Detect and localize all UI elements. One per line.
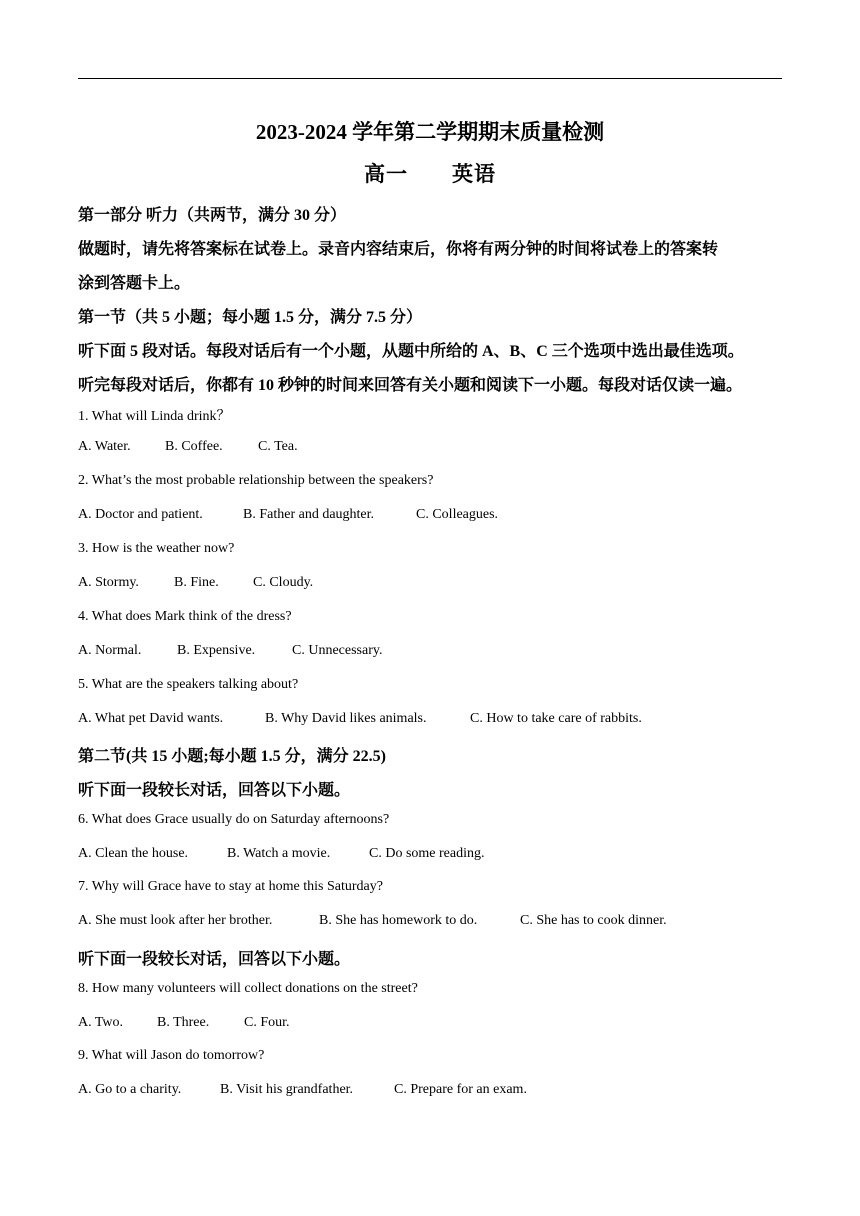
question-5: 5. What are the speakers talking about? — [78, 677, 299, 692]
part1-instructions-2: 涂到答题卡上。 — [78, 275, 191, 292]
question-9-options — [78, 1082, 527, 1098]
option-c: C. Do some reading. — [369, 846, 485, 861]
option-b: B. Visit his grandfather. — [220, 1082, 354, 1097]
question-4-options — [78, 643, 382, 659]
option-c: C. Cloudy. — [253, 575, 314, 590]
option-a: A. Go to a charity. — [78, 1082, 182, 1097]
option-b: B. Why David likes animals. — [265, 711, 427, 726]
section1-instructions-2: 听完每段对话后，你都有 10 秒钟的时间来回答有关小题和阅读下一小题。每段对话仅读一遍。 — [78, 377, 743, 394]
exam-title: 2023-2024 学年第二学期期末质量检测 — [255, 120, 605, 144]
dialog-intro-1: 听下面一段较长对话，回答以下小题。 — [78, 782, 351, 799]
section1-heading: 第一节（共 5 小题；每小题 1.5 分，满分 7.5 分） — [78, 309, 423, 326]
question-6: 6. What does Grace usually do on Saturday afternoons? — [78, 812, 390, 827]
option-a: A. Two. — [78, 1015, 124, 1030]
question-5-options — [78, 711, 642, 727]
option-a: A. Clean the house. — [78, 846, 189, 861]
option-c: C. Four. — [244, 1015, 290, 1030]
option-a: A. Stormy. — [78, 575, 139, 590]
question-1: 1. What will Linda drink？ — [78, 409, 231, 424]
question-7-options — [78, 913, 667, 929]
question-3: 3. How is the weather now? — [78, 541, 235, 556]
option-b: B. Three. — [157, 1015, 210, 1030]
option-a: A. Doctor and patient. — [78, 507, 203, 522]
dialog-intro-2: 听下面一段较长对话，回答以下小题。 — [78, 951, 351, 968]
question-9: 9. What will Jason do tomorrow? — [78, 1048, 265, 1063]
question-7: 7. Why will Grace have to stay at home this Saturday? — [78, 879, 383, 894]
part1-instructions-1: 做题时，请先将答案标在试卷上。录音内容结束后，你将有两分钟的时间将试卷上的答案转 — [78, 241, 719, 258]
question-2-options — [78, 507, 498, 523]
option-b: B. She has homework to do. — [319, 913, 478, 928]
section2-heading: 第二节(共 15 小题;每小题 1.5 分，满分 22.5) — [78, 748, 386, 765]
part1-heading: 第一部分 听力（共两节，满分 30 分） — [78, 207, 347, 224]
option-c: C. Unnecessary. — [292, 643, 383, 658]
question-8: 8. How many volunteers will collect donations on the street? — [78, 981, 418, 996]
question-4: 4. What does Mark think of the dress? — [78, 609, 292, 624]
question-8-options — [78, 1015, 290, 1031]
option-b: B. Father and daughter. — [243, 507, 375, 522]
option-c: C. Colleagues. — [416, 507, 499, 522]
section1-instructions-1: 听下面 5 段对话。每段对话后有一个小题，从题中所给的 A、B、C 三个选项中选出最佳选项。 — [78, 343, 744, 360]
option-b: B. Fine. — [174, 575, 219, 590]
header-rule — [78, 78, 782, 79]
exam-subtitle: 高一 英语 — [364, 162, 496, 186]
question-6-options — [78, 846, 484, 862]
option-c: C. Prepare for an exam. — [394, 1082, 527, 1097]
option-b: B. Watch a movie. — [227, 846, 331, 861]
option-a: A. What pet David wants. — [78, 711, 224, 726]
question-1-options — [78, 439, 298, 455]
option-c: C. She has to cook dinner. — [520, 913, 667, 928]
option-c: C. Tea. — [258, 439, 298, 454]
option-b: B. Coffee. — [165, 439, 223, 454]
option-b: B. Expensive. — [177, 643, 256, 658]
option-a: A. Water. — [78, 439, 131, 454]
option-a: A. She must look after her brother. — [78, 913, 273, 928]
question-3-options — [78, 575, 313, 591]
option-a: A. Normal. — [78, 643, 142, 658]
question-2: 2. What’s the most probable relationship between the speakers? — [78, 473, 434, 488]
option-c: C. How to take care of rabbits. — [470, 711, 642, 726]
